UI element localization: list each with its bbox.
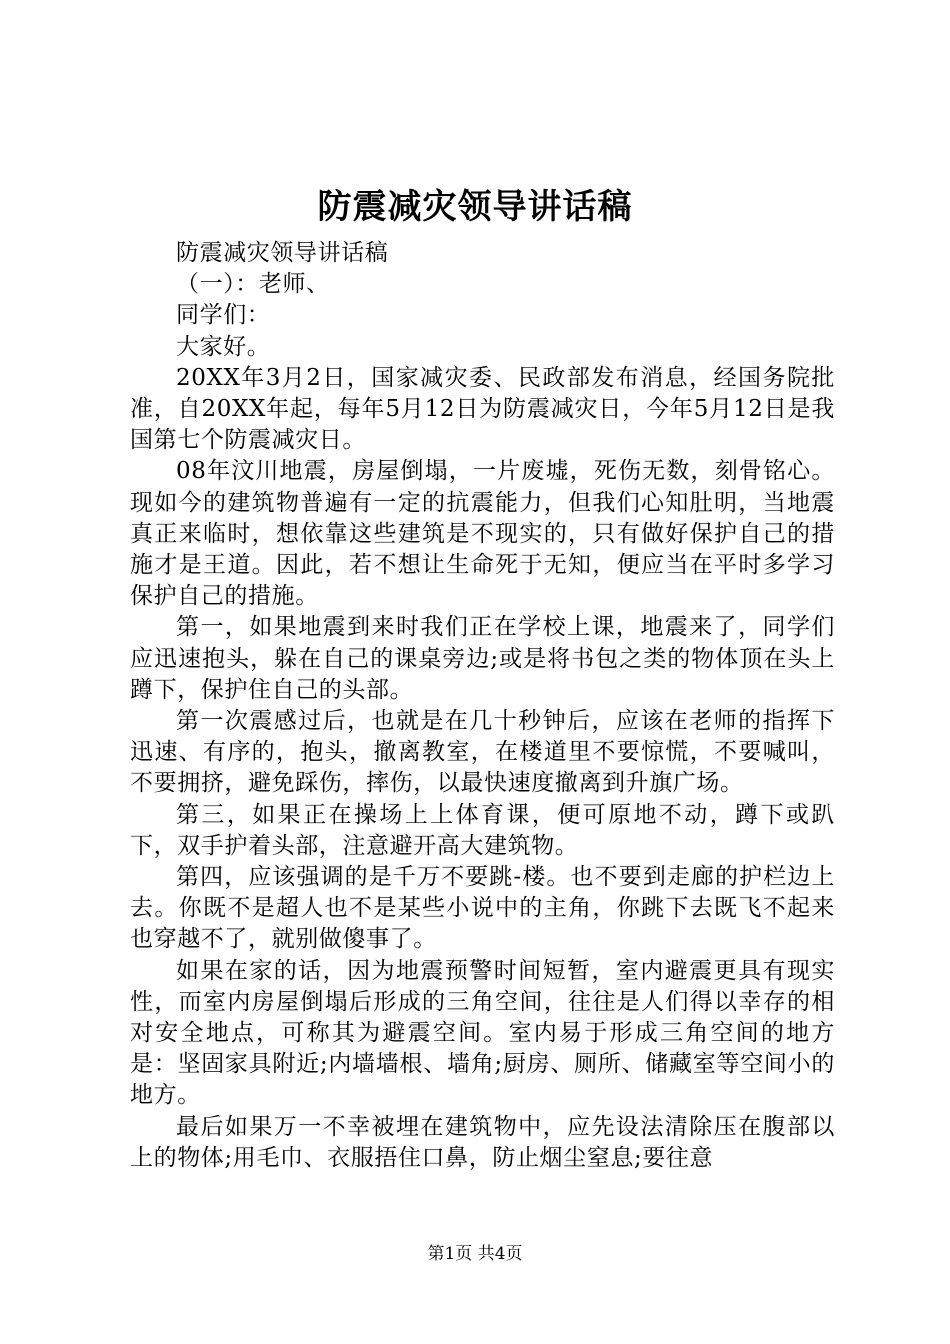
paragraph-announcement: 20XX年3月2日，国家减灾委、民政部发布消息，经国务院批准，自20XX年起，每年5月12日为防震减灾日，今年5月12日是我国第七个防震减灾日。 bbox=[130, 364, 835, 454]
paragraph-greeting: 大家好。 bbox=[176, 333, 271, 360]
paragraph-evacuation: 第一次震感过后，也就是在几十秒钟后，应该在老师的指挥下迅速、有序的，抱头，撤离教室，在楼道里不要惊慌，不要喊叫，不要拥挤，避免踩伤，摔伤，以最快速度撤离到升旗广场。 bbox=[130, 708, 835, 797]
document-body bbox=[130, 238, 835, 1174]
paragraph-section-label: （一）：老师、 bbox=[176, 271, 330, 298]
paragraph-at-home: 如果在家的话，因为地震预警时间短暂，室内避震更具有现实性，而室内房屋倒塌后形成的三角空间，往往是人们得以幸存的相对安全地点，可称其为避震空间。室内易于形成三角空间的地方是：坚固家具附近;内墙墙根、墙角;厨房、厕所、储藏室等空间小的地方。 bbox=[130, 957, 835, 1109]
paragraph-salutation: 同学们： bbox=[176, 302, 271, 329]
paragraph-first: 第一，如果地震到来时我们正在学校上课，地震来了，同学们应迅速抱头，躲在自己的课桌旁边;或是将书包之类的物体顶在头上蹲下，保护住自己的头部。 bbox=[130, 614, 835, 703]
page-footer: 第1页 共4页 bbox=[427, 1244, 523, 1264]
paragraph-wenchuan: 08年汶川地震，房屋倒塌，一片废墟，死伤无数，刻骨铭心。现如今的建筑物普遍有一定的抗震能力，但我们心知肚明，当地震真正来临时，想依靠这些建筑是不现实的，只有做好保护自己的措施才是王道。因此，若不想让生命死于无知，便应当在平时多学习保护自己的措施。 bbox=[130, 458, 835, 610]
paragraph-fourth: 第四，应该强调的是千万不要跳-楼。也不要到走廊的护栏边上去。你既不是超人也不是某些小说中的主角，你跳下去既飞不起来也穿越不了，就别做傻事了。 bbox=[130, 864, 835, 953]
document-title: 防震减灾领导讲话稿 bbox=[317, 187, 633, 227]
paragraph-trapped: 最后如果万一不幸被埋在建筑物中，应先设法清除压在腹部以上的物体;用毛巾、衣服捂住口鼻，防止烟尘窒息;要往意 bbox=[130, 1113, 835, 1171]
paragraph-third: 第三，如果正在操场上上体育课，便可原地不动，蹲下或趴下，双手护着头部，注意避开高大建筑物。 bbox=[130, 801, 835, 859]
paragraph-heading: 防震减灾领导讲话稿 bbox=[176, 240, 389, 266]
